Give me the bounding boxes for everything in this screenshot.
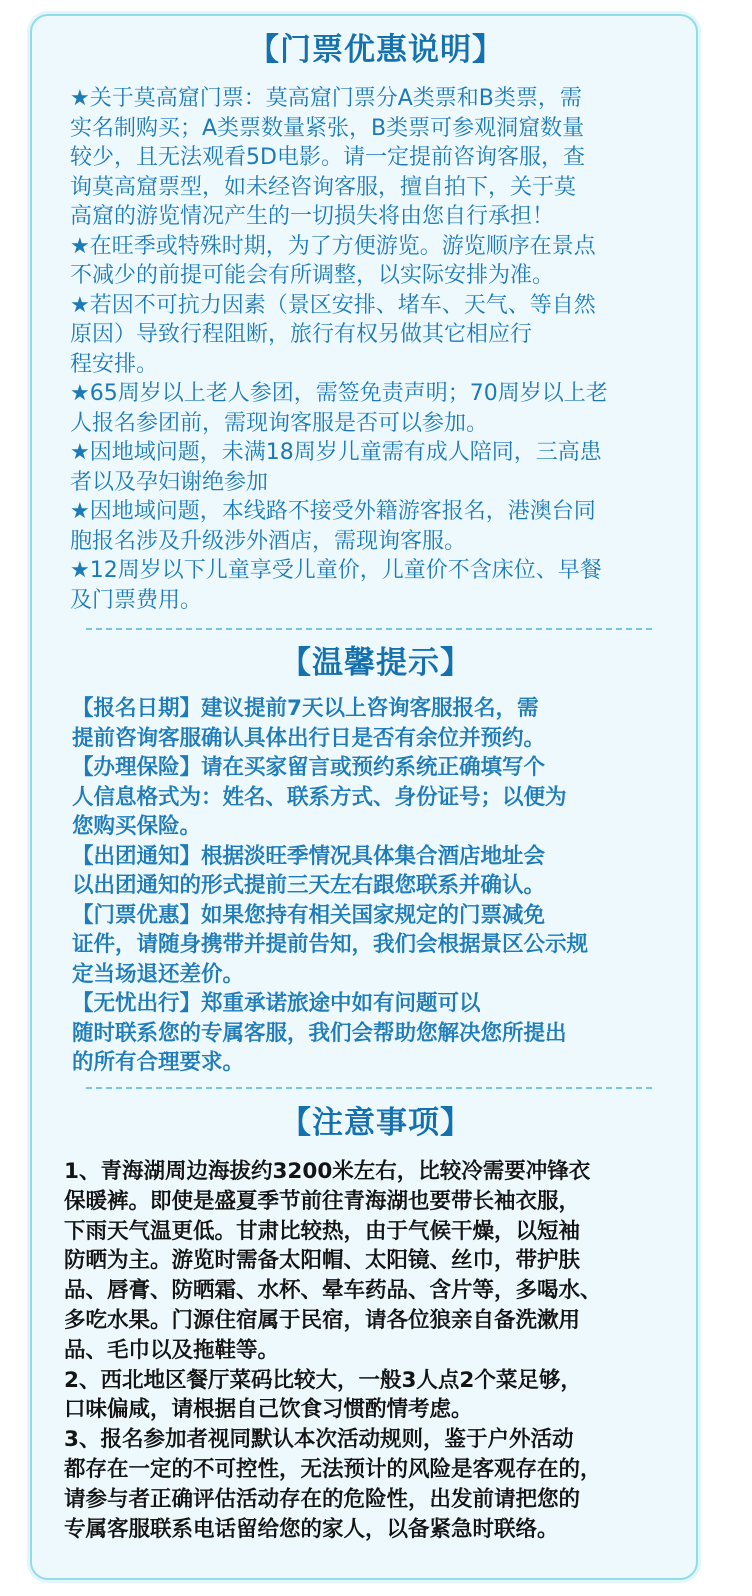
notes-section-body: 1、青海湖周边海拔约3200米左右，比较冷需要冲锋衣 保暖裤。即使是盛夏季节前往青海湖也要带长袖衣服， 下雨天气温更低。甘肃比较热，由于气候干燥，以短袖 防晒为主。游览时需备太阳帽、太阳镜、丝巾，带护肤 品、唇膏、防晒霜、水杯、晕车药品、含片等，多喝水、 多吃水果。门源住宿属于民宿，请各位狼亲自备洗漱用 品、毛巾以及拖鞋等。 2、西北地区餐厅菜码比较大，一般3人点2个菜足够， 口味偏咸，请根据自己饮食习惯酌情考虑。 3、报名参加者视同默认本次活动规则，鉴于户外活动 都存在一定的不可控性，无法预计的风险是客观存在的， 请参与者正确评估活动存在的危险性，出发前请把您的 专属客服联系电话留给您的家人，以备紧急时联络。 xyxy=(64,1159,602,1542)
notes-section-title: 【注意事项】 xyxy=(280,1105,472,1141)
ticket-section-body: ★关于莫高窟门票：莫高窟门票分A类票和B类票，需 实名制购买；A类票数量紧张，B类票可参观洞窟数量 较少，且无法观看5D电影。请一定提前咨询客服，查 询莫高窟票型，如未经咨询客服，擅自拍下，关于莫 高窟的游览情况产生的一切损失将由您自行承担！ ★在旺季或特殊时期，为了方便游览。游览顺序在景点 不减少的前提可能会有所调整，以实际安排为准。 ★若因不可抗力因素（景区安排、堵车、天气、等自然 原因）导致行程阻断，旅行有权另做其它相应行 程安排。 ★65周岁以上老人参团，需签免责声明；70周岁以上老 人报名参团前，需现询客服是否可以参加。 ★因地域问题，未满18周岁儿童需有成人陪同，三高患 者以及孕妇谢绝参加 ★因地域问题，本线路不接受外籍游客报名，港澳台同 胞报名涉及升级涉外酒店，需现询客服。 ★12周岁以下儿童享受儿童价，儿童价不含床位、早餐 及门票费用。 xyxy=(70,86,608,613)
section-divider xyxy=(86,628,652,630)
section-divider xyxy=(86,1087,652,1089)
tips-section-body: 【报名日期】建议提前7天以上咨询客服报名，需 提前咨询客服确认具体出行日是否有余位并预约。 【办理保险】请在买家留言或预约系统正确填写个 人信息格式为：姓名、联系方式、身份证号；以便为 您购买保险。 【出团通知】根据淡旺季情况具体集合酒店地址会 以出团通知的形式提前三天左右跟您联系并确认。 【门票优惠】如果您持有相关国家规定的门票减免 证件，请随身携带并提前告知，我们会根据景区公示规 定当场退还差价。 【无忧出行】郑重承诺旅途中如有问题可以 随时联系您的专属客服，我们会帮助您解决您所提出 的所有合理要求。 xyxy=(72,696,589,1075)
tips-section-title: 【温馨提示】 xyxy=(280,645,472,681)
ticket-section-title: 【门票优惠说明】 xyxy=(248,32,504,68)
